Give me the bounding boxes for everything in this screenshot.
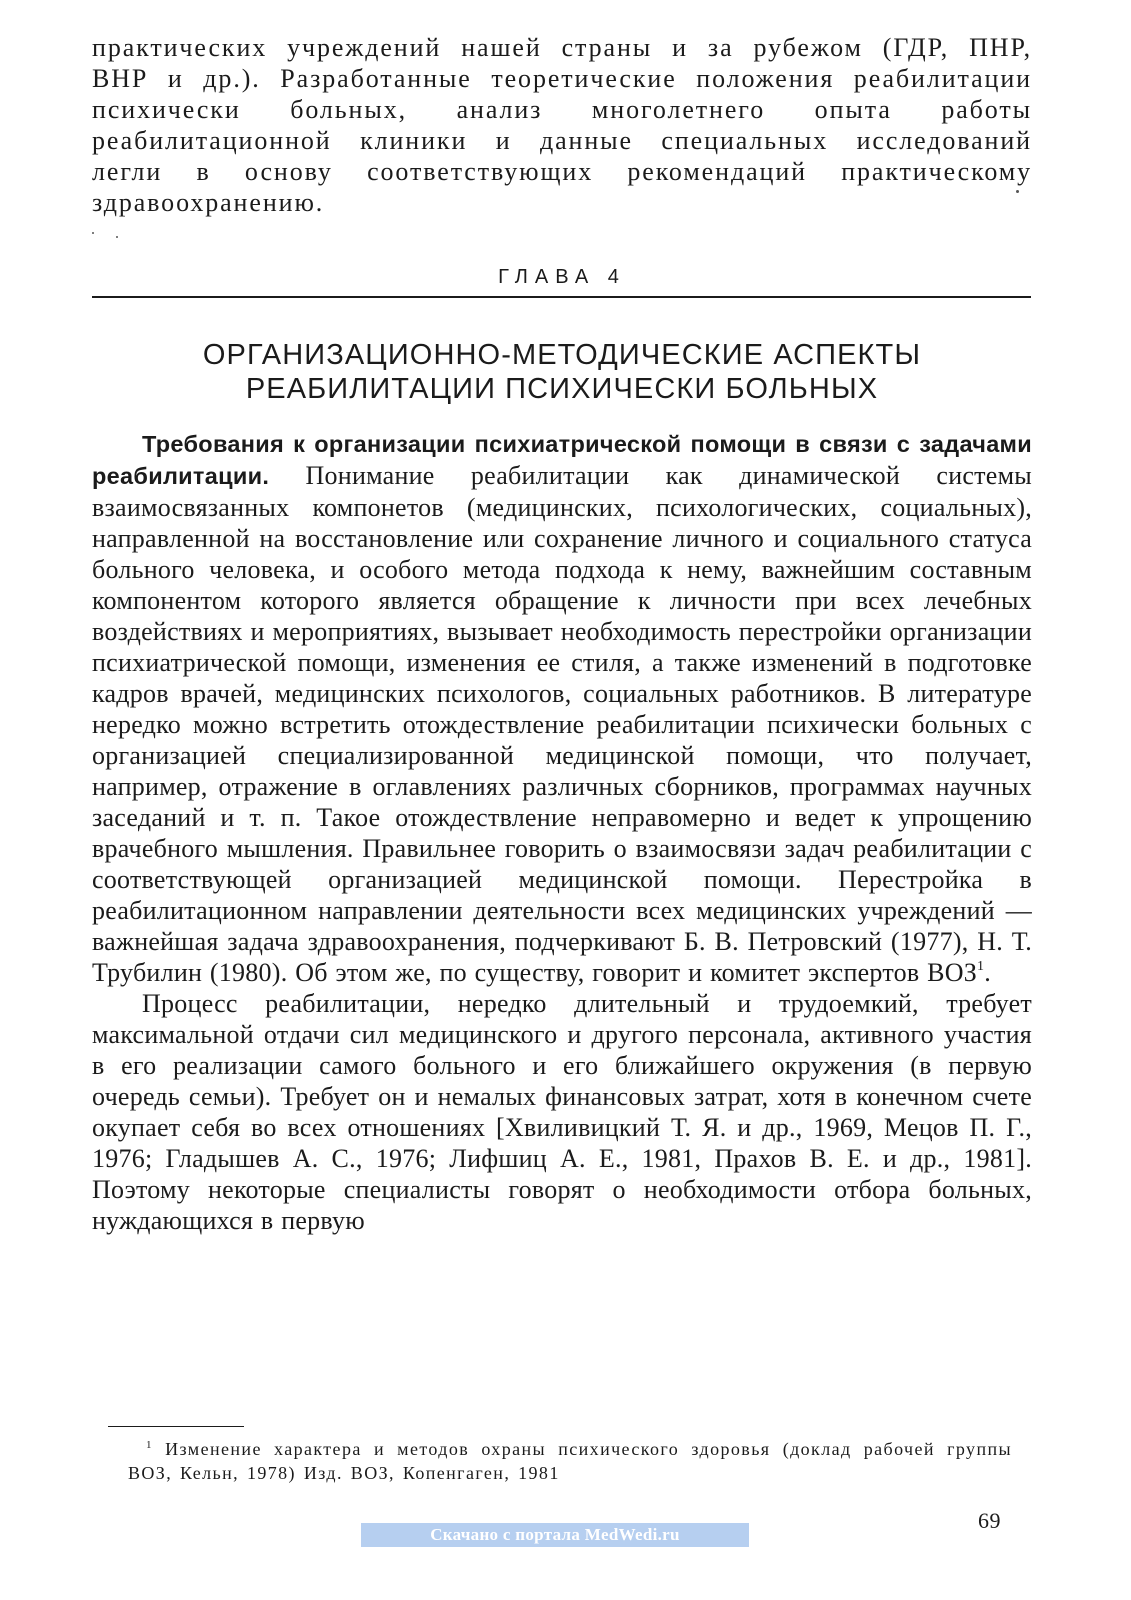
footnote	[128, 1437, 1012, 1485]
body-text	[92, 428, 1032, 1236]
scan-speck	[116, 236, 118, 238]
chapter-title	[92, 338, 1032, 406]
intro-paragraph: практических учреждений нашей страны и за рубежом (ГДР, ПНР, ВНР и др.). Разработанные теоретические положения реабилитации психически больных, анализ многолетнего опыта работы реабилитационной клиники и данные специальных исследований легли в основу соответствующих рекомендаций практическому здравоохранению.	[92, 33, 1032, 217]
footnote-divider	[108, 1426, 244, 1427]
chapter-title-line-1: ОРГАНИЗАЦИОННО-МЕТОДИЧЕСКИЕ АСПЕКТЫ	[202, 339, 922, 371]
page-number: 69	[978, 1508, 1001, 1533]
chapter-title-line-2: РЕАБИЛИТАЦИИ ПСИХИЧЕСКИ БОЛЬНЫХ	[245, 373, 879, 405]
scan-speck	[92, 232, 94, 234]
body-paragraph-2: Процесс реабилитации, нередко длительный и трудоемкий, требует максимальной отдачи сил медицинского и другого персонала, активного участия в его реализации самого больного и его ближайшего окружения (в первую очередь семьи). Требует он и немалых финансовых затрат, хотя в конечном счете окупает себя во всех отношениях [Хвиливицкий Т. Я. и др., 1969, Мецов П. Г., 1976; Гладышев А. С., 1976; Лифшиц А. Е., 1981, Прахов В. Е. и др., 1981]. Поэтому некоторые специалисты говорят о необходимости отбора больных, нуждающихся в первую	[92, 989, 1032, 1235]
chapter-divider	[92, 296, 1031, 298]
section-run-in-heading: Требования к организации психиатрической помощи в связи с задачами реабилитации.	[92, 431, 1032, 489]
paragraph-1-end: .	[984, 958, 992, 987]
footnote-reference: 1	[977, 959, 985, 974]
chapter-label: ГЛАВА 4	[498, 266, 626, 288]
footnote-text: Изменение характера и методов охраны психического здоровья (доклад рабочей группы ВОЗ, Кельн, 1978) Изд. ВОЗ, Копенгаген, 1981	[128, 1439, 1012, 1483]
footnote-marker: 1	[146, 1439, 153, 1451]
download-watermark: Скачано с портала MedWedi.ru	[361, 1523, 749, 1547]
scan-speck	[1016, 190, 1019, 193]
body-paragraph-1	[92, 428, 1032, 988]
paragraph-1-text: Понимание реабилитации как динамической системы взаимосвязанных компонетов (медицинских, психологических, социальных), направленной на восстановление или сохранение личного и социального статуса больного человека, и особого метода подхода к нему, важнейшим составным компонентом которого является обращение к личности при всех лечебных воздействиях и мероприятиях, вызывает необходимость перестройки организации психиатрической помощи, изменения ее стиля, а также изменений в подготовке кадров врачей, медицинских психологов, социальных работников. В литературе нередко можно встретить отождествление реабилитации психически больных с организацией специализированной медицинской помощи, что получает, например, отражение в оглавлениях различных сборников, программах научных заседаний и т. п. Такое отождествление неправомерно и ведет к упрощению врачебного мышления. Правильнее говорить о взаимосвязи задач реабилитации с соответствующей организацией медицинской помощи. Перестройка в реабилитационном направлении деятельности всех медицинских учреждений — важнейшая задача здравоохранения, подчеркивают Б. В. Петровский (1977), Н. Т. Трубилин (1980). Об этом же, по существу, говорит и комитет экспертов ВОЗ	[92, 461, 1032, 987]
